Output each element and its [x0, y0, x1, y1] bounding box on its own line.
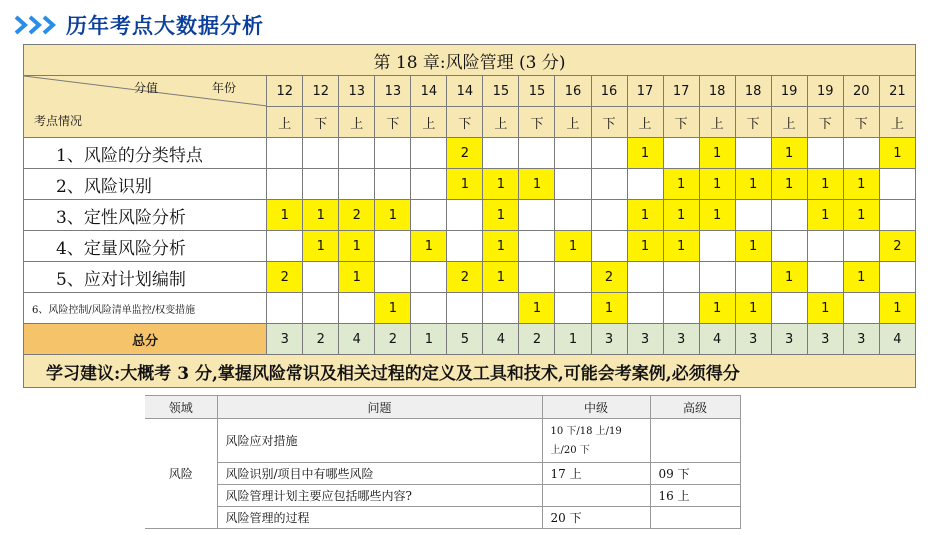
corner-topic-label: 考点情况 [34, 114, 83, 128]
score-cell: 2 [267, 262, 303, 293]
topic-label: 5、应对计划编制 [24, 262, 267, 293]
year-header: 16 [591, 76, 627, 107]
score-cell [483, 138, 519, 169]
score-cell [339, 293, 375, 324]
score-cell: 1 [267, 200, 303, 231]
topic-row [24, 138, 916, 169]
year-header: 14 [447, 76, 483, 107]
score-cell: 1 [627, 138, 663, 169]
year-header: 14 [411, 76, 447, 107]
total-cell: 2 [303, 324, 339, 355]
score-cell [555, 293, 591, 324]
score-cell: 1 [771, 138, 807, 169]
year-header: 17 [627, 76, 663, 107]
score-cell [879, 200, 915, 231]
score-cell: 2 [447, 138, 483, 169]
total-cell: 4 [879, 324, 915, 355]
total-cell: 2 [375, 324, 411, 355]
topic-label: 3、定性风险分析 [24, 200, 267, 231]
year-header: 13 [339, 76, 375, 107]
score-cell: 1 [699, 293, 735, 324]
score-cell [411, 138, 447, 169]
question-row [145, 419, 740, 463]
score-cell [663, 138, 699, 169]
year-header: 18 [699, 76, 735, 107]
score-cell [339, 169, 375, 200]
total-cell: 3 [843, 324, 879, 355]
year-header: 21 [879, 76, 915, 107]
score-cell [843, 138, 879, 169]
score-cell: 1 [627, 200, 663, 231]
score-cell: 1 [663, 200, 699, 231]
score-cell [699, 262, 735, 293]
score-cell: 1 [735, 169, 771, 200]
half-header: 上 [771, 107, 807, 138]
question-text: 风险管理计划主要应包括哪些内容? [217, 485, 542, 507]
high-level-cell [650, 507, 740, 529]
total-label: 总分 [24, 324, 267, 355]
score-cell [591, 231, 627, 262]
question-text: 风险管理的过程 [217, 507, 542, 529]
score-cell: 1 [303, 231, 339, 262]
score-cell: 1 [447, 169, 483, 200]
half-header: 下 [447, 107, 483, 138]
mid-level-cell: 17 上 [542, 463, 650, 485]
score-cell: 1 [699, 200, 735, 231]
score-cell: 1 [375, 200, 411, 231]
score-cell [411, 169, 447, 200]
page-header [14, 8, 264, 42]
year-header: 20 [843, 76, 879, 107]
question-row [145, 463, 740, 485]
half-header: 下 [303, 107, 339, 138]
half-header: 下 [663, 107, 699, 138]
score-cell: 2 [591, 262, 627, 293]
score-cell [267, 169, 303, 200]
half-header: 上 [627, 107, 663, 138]
half-header: 下 [807, 107, 843, 138]
corner-header [24, 76, 267, 138]
score-cell [735, 200, 771, 231]
question-row [145, 507, 740, 529]
score-cell [591, 138, 627, 169]
half-header: 上 [555, 107, 591, 138]
topic-label: 2、风险识别 [24, 169, 267, 200]
score-cell: 1 [375, 293, 411, 324]
high-level-cell [650, 419, 740, 463]
topic-label: 6、风险控制/风险清单监控/权变措施 [24, 293, 267, 324]
score-cell: 1 [699, 169, 735, 200]
year-header: 16 [555, 76, 591, 107]
score-cell [843, 231, 879, 262]
score-cell: 1 [879, 138, 915, 169]
header-question: 问题 [217, 396, 542, 419]
score-cell [519, 138, 555, 169]
score-cell [519, 200, 555, 231]
chapter-title: 第 18 章:风险管理 (3 分) [24, 45, 916, 76]
question-text: 风险应对措施 [217, 419, 542, 463]
score-cell [807, 262, 843, 293]
year-header: 15 [519, 76, 555, 107]
year-header: 15 [483, 76, 519, 107]
question-table-header [145, 396, 740, 419]
total-cell: 4 [339, 324, 375, 355]
half-header: 上 [699, 107, 735, 138]
mid-level-cell [542, 485, 650, 507]
score-cell [483, 293, 519, 324]
score-cell: 1 [483, 231, 519, 262]
score-cell [411, 293, 447, 324]
half-header: 下 [843, 107, 879, 138]
score-cell: 1 [483, 200, 519, 231]
score-cell [555, 169, 591, 200]
score-cell [519, 231, 555, 262]
score-cell: 1 [807, 293, 843, 324]
header-high: 高级 [650, 396, 740, 419]
score-cell: 1 [771, 169, 807, 200]
score-cell: 2 [879, 231, 915, 262]
total-cell: 3 [591, 324, 627, 355]
score-cell: 1 [699, 138, 735, 169]
score-cell [627, 262, 663, 293]
score-cell [303, 138, 339, 169]
score-cell: 1 [411, 231, 447, 262]
score-cell [591, 200, 627, 231]
score-cell: 1 [735, 231, 771, 262]
page-title: 历年考点大数据分析 [66, 14, 264, 38]
score-cell [267, 231, 303, 262]
score-cell: 1 [663, 169, 699, 200]
year-header: 17 [663, 76, 699, 107]
total-cell: 2 [519, 324, 555, 355]
year-header: 13 [375, 76, 411, 107]
score-cell [591, 169, 627, 200]
total-cell: 3 [771, 324, 807, 355]
mid-level-cell: 10 下/18 上/19 上/20 下 [542, 419, 650, 463]
score-cell: 1 [771, 262, 807, 293]
high-level-cell: 09 下 [650, 463, 740, 485]
total-cell: 3 [627, 324, 663, 355]
score-cell [267, 293, 303, 324]
topic-label: 4、定量风险分析 [24, 231, 267, 262]
score-cell [375, 231, 411, 262]
score-cell [843, 293, 879, 324]
total-cell: 1 [555, 324, 591, 355]
total-cell: 5 [447, 324, 483, 355]
score-cell [771, 293, 807, 324]
total-cell: 4 [483, 324, 519, 355]
score-cell: 1 [339, 231, 375, 262]
score-cell: 1 [519, 293, 555, 324]
half-header: 下 [375, 107, 411, 138]
score-cell [879, 262, 915, 293]
score-cell [303, 293, 339, 324]
score-cell: 1 [843, 169, 879, 200]
score-cell [411, 262, 447, 293]
score-cell [771, 231, 807, 262]
score-cell [627, 169, 663, 200]
score-cell [339, 138, 375, 169]
score-cell [447, 231, 483, 262]
score-cell: 1 [843, 200, 879, 231]
topic-row [24, 262, 916, 293]
score-cell [735, 138, 771, 169]
score-cell [267, 138, 303, 169]
half-header: 下 [591, 107, 627, 138]
score-cell [807, 138, 843, 169]
score-cell: 1 [879, 293, 915, 324]
question-row [145, 485, 740, 507]
score-cell [555, 200, 591, 231]
score-cell: 1 [519, 169, 555, 200]
score-cell: 2 [447, 262, 483, 293]
corner-year-label: 年份 [212, 81, 237, 95]
score-cell [879, 169, 915, 200]
area-cell: 风险 [145, 419, 217, 529]
half-header: 上 [411, 107, 447, 138]
total-cell: 3 [663, 324, 699, 355]
high-level-cell: 16 上 [650, 485, 740, 507]
topic-label: 1、风险的分类特点 [24, 138, 267, 169]
year-header: 12 [267, 76, 303, 107]
topic-row [24, 169, 916, 200]
score-cell [447, 293, 483, 324]
score-cell: 1 [807, 200, 843, 231]
half-header: 下 [735, 107, 771, 138]
score-cell: 1 [735, 293, 771, 324]
score-cell: 1 [663, 231, 699, 262]
score-cell [735, 262, 771, 293]
score-cell [447, 200, 483, 231]
score-cell [375, 169, 411, 200]
score-cell [303, 169, 339, 200]
year-header: 19 [807, 76, 843, 107]
question-text: 风险识别/项目中有哪些风险 [217, 463, 542, 485]
score-cell: 1 [483, 262, 519, 293]
total-cell: 1 [411, 324, 447, 355]
score-cell: 1 [807, 169, 843, 200]
year-header: 19 [771, 76, 807, 107]
score-cell: 1 [303, 200, 339, 231]
score-cell [519, 262, 555, 293]
score-cell [303, 262, 339, 293]
topic-row [24, 200, 916, 231]
exam-analysis-table [23, 44, 916, 388]
half-header: 下 [519, 107, 555, 138]
corner-score-label: 分值 [134, 81, 159, 95]
half-header: 上 [879, 107, 915, 138]
half-header: 上 [339, 107, 375, 138]
topic-row [24, 293, 916, 324]
score-cell [411, 200, 447, 231]
score-cell [699, 231, 735, 262]
total-cell: 3 [267, 324, 303, 355]
score-cell: 1 [483, 169, 519, 200]
score-cell [627, 293, 663, 324]
total-cell: 4 [699, 324, 735, 355]
score-cell [375, 262, 411, 293]
topic-row [24, 231, 916, 262]
score-cell [663, 262, 699, 293]
score-cell [555, 138, 591, 169]
total-cell: 3 [735, 324, 771, 355]
year-header: 12 [303, 76, 339, 107]
score-cell [807, 231, 843, 262]
header-area: 领域 [145, 396, 217, 419]
score-cell: 1 [339, 262, 375, 293]
half-header: 上 [483, 107, 519, 138]
score-cell [663, 293, 699, 324]
double-chevron-icon [14, 15, 58, 35]
study-advice: 学习建议:大概考 3 分,掌握风险常识及相关过程的定义及工具和技术,可能会考案例,必须得分 [24, 355, 916, 388]
score-cell [375, 138, 411, 169]
year-header: 18 [735, 76, 771, 107]
question-table [145, 395, 741, 529]
total-cell: 3 [807, 324, 843, 355]
half-header: 上 [267, 107, 303, 138]
score-cell: 1 [591, 293, 627, 324]
score-cell: 2 [339, 200, 375, 231]
score-cell: 1 [555, 231, 591, 262]
mid-level-cell: 20 下 [542, 507, 650, 529]
header-mid: 中级 [542, 396, 650, 419]
score-cell: 1 [627, 231, 663, 262]
score-cell: 1 [843, 262, 879, 293]
score-cell [771, 200, 807, 231]
score-cell [555, 262, 591, 293]
